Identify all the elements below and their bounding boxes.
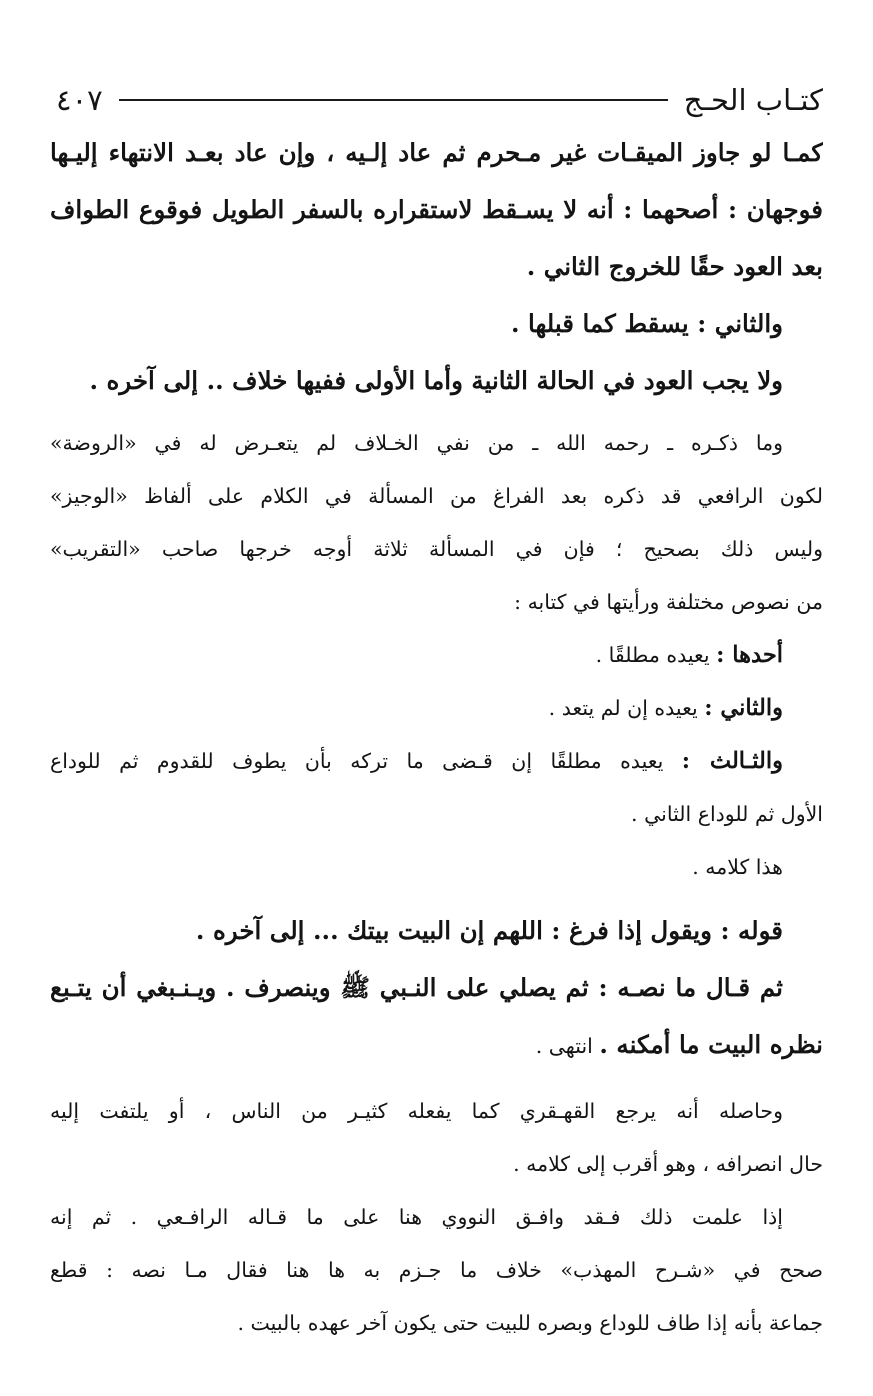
item-lead: والثـالث : [681, 748, 784, 774]
text-line: كمـا لو جاوز الميقـات غير مـحرم ثم عاد إلـيه ، وإن عاد بعـد الانتهاء إليـها [50, 138, 823, 167]
chapter-title: كتـاب الحـج [683, 83, 823, 117]
text-line: وحاصله أنه يرجع القهـقري كما يفعله كثيـر من الناس ، أو يلتفت إليه [50, 1099, 783, 1123]
header-rule [119, 99, 668, 101]
quoted-text: نظره البيت ما أمكنه . [599, 1030, 823, 1059]
text-line [50, 735, 823, 788]
text-line: فوجهان : أصحهما : أنه لا يسـقط لاستقراره بالسفر الطويل فوقوع الطواف [50, 195, 823, 224]
text-line: ثم قـال ما نصـه : ثم يصلي على النـبي ﷺ وينصرف . ويـنـبغي أن يتـبع [50, 973, 783, 1002]
item-lead: أحدها : [716, 642, 783, 668]
text-line [50, 1016, 823, 1073]
text-line: حال انصرافه ، وهو أقرب إلى كلامه . [513, 1152, 823, 1176]
text-line: الأول ثم للوداع الثاني . [631, 802, 823, 826]
text-line: من نصوص مختلفة ورأيتها في كتابه : [514, 590, 823, 614]
item-text: يعيده إن لم يتعد . [548, 696, 705, 720]
item-text: يعيده مطلقًا إن قـضى ما تركه بأن يطوف للقدوم ثم للوداع [50, 749, 682, 773]
text-line: قوله : ويقول إذا فرغ : اللهم إن البيت بيتك ... إلى آخره . [195, 916, 783, 945]
text-line: بعد العود حقًا للخروج الثاني . [526, 252, 823, 281]
text-line [50, 682, 823, 735]
item-lead: والثاني : [704, 695, 783, 721]
text-line: وليس ذلك بصحيح ؛ فإن في المسألة ثلاثة أوجه خرجها صاحب «التقريب» [50, 537, 823, 561]
running-header [50, 78, 823, 122]
book-page [50, 78, 823, 1350]
quote-end: انتهى . [535, 1034, 600, 1058]
item-text: يعيده مطلقًا . [595, 643, 717, 667]
text-line: جماعة بأنه إذا طاف للوداع وبصره للبيت حتى يكون آخر عهده بالبيت . [237, 1311, 823, 1335]
page-number: ٤٠٧ [56, 83, 103, 117]
text-line: والثاني : يسقط كما قبلها . [510, 309, 783, 338]
text-line [50, 629, 823, 682]
text-line: صحح في «شـرح المهذب» خلاف ما جـزم به ها هنا فقال مـا نصه : قطع [50, 1258, 823, 1282]
text-line: هذا كلامه . [692, 855, 783, 879]
text-line: إذا علمت ذلك فـقد وافـق النووي هنا على ما قـاله الرافـعي . ثم إنه [50, 1205, 783, 1229]
text-line: ولا يجب العود في الحالة الثانية وأما الأولى ففيها خلاف .. إلى آخره . [89, 366, 783, 395]
text-line: لكون الرافعي قد ذكره بعد الفراغ من المسألة في الكلام على ألفاظ «الوجيز» [50, 484, 823, 508]
text-line: وما ذكـره ـ رحمه الله ـ من نفي الخـلاف لم يتعـرض له في «الروضة» [50, 431, 783, 455]
page-body [50, 124, 823, 1350]
